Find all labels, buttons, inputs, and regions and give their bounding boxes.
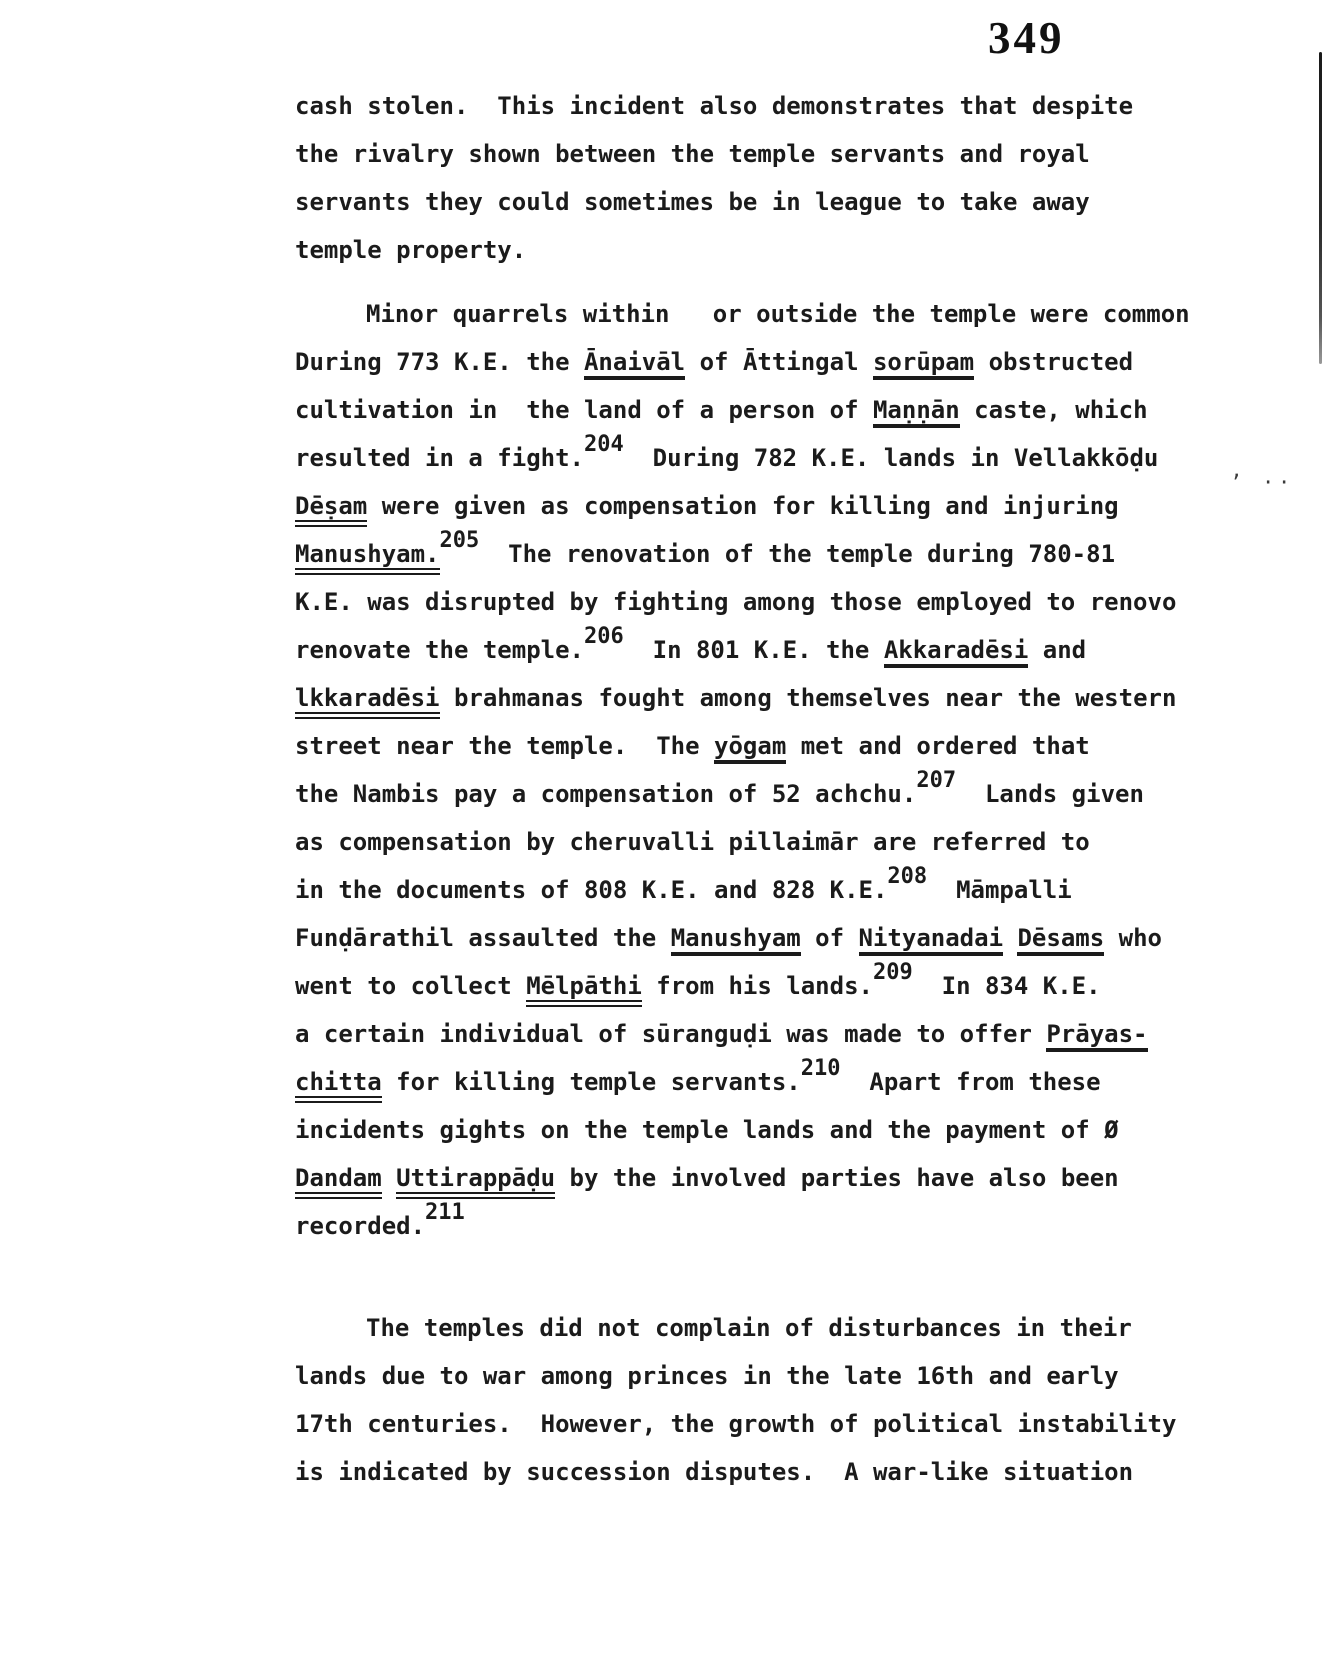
text-run: lands due to war among princes in the late 16th and early — [295, 1362, 1119, 1390]
text-run: The temples did not complain of disturbances in their — [366, 1314, 1132, 1342]
text-run: servants they could sometimes be in league to take away — [295, 188, 1090, 216]
text-run: During 782 K.E. lands in Vellakkōḍu — [623, 444, 1159, 472]
text-line — [295, 962, 1215, 1010]
text-line — [295, 626, 1215, 674]
underlined-term: Mēlpāthi — [526, 972, 642, 1007]
text-run: During 773 K.E. the — [295, 348, 584, 376]
text-line — [295, 1352, 1215, 1400]
footnote-ref: 211 — [425, 1200, 465, 1225]
underlined-term: Akkaradēsi — [884, 636, 1029, 668]
text-run: is indicated by succession disputes. A war-like situation — [295, 1458, 1134, 1486]
text-line — [295, 1202, 1215, 1250]
text-run: a certain individual of sūranguḍi was made to offer — [295, 1020, 1047, 1048]
text-run: K.E. was disrupted by fighting among those employed to renovo — [295, 588, 1177, 616]
underlined-term: Uttirappāḍu — [396, 1164, 555, 1199]
text-run: who — [1104, 924, 1162, 952]
scan-artifact-marks: ʼ ·· — [1230, 470, 1295, 494]
text-run — [382, 1164, 396, 1192]
underlined-term: Manushyam. — [295, 540, 440, 575]
text-line — [295, 818, 1215, 866]
underlined-term: Maṇṇān — [873, 396, 960, 428]
text-run: recorded. — [295, 1212, 426, 1240]
underlined-term: lkkaradēsi — [295, 684, 440, 719]
text-run: of Āttingal — [685, 348, 873, 376]
text-run: by the involved parties have also been — [555, 1164, 1119, 1192]
underlined-term: Dēṣam — [295, 492, 367, 527]
text-run: Lands given — [956, 780, 1144, 808]
text-run: street near the temple. The — [295, 732, 715, 760]
text-line — [295, 386, 1215, 434]
text-line — [295, 82, 1215, 130]
text-run: were given as compensation for killing and injuring — [367, 492, 1119, 520]
footnote-ref: 209 — [872, 960, 913, 985]
text-run: as compensation by cheruvalli pillaimār are referred to — [295, 828, 1090, 856]
text-run: in the documents of 808 K.E. and 828 K.E. — [295, 876, 888, 904]
text-run: brahmanas fought among themselves near the western — [439, 684, 1177, 712]
underlined-term: Ānaivāl — [584, 348, 685, 380]
text-run: Apart from these — [840, 1068, 1101, 1096]
text-line — [295, 434, 1215, 482]
text-run: went to collect — [295, 972, 527, 1000]
text-line — [295, 914, 1215, 962]
text-line — [295, 530, 1215, 578]
text-run: for killing temple servants. — [381, 1068, 801, 1096]
underlined-term: chitta — [295, 1068, 382, 1103]
text-line — [295, 1304, 1215, 1352]
footnote-ref: 210 — [800, 1056, 841, 1081]
text-line — [295, 770, 1215, 818]
underlined-term: Dandam — [295, 1164, 382, 1199]
text-line — [295, 482, 1215, 530]
text-line — [295, 1010, 1215, 1058]
text-run: Māmpalli — [927, 876, 1072, 904]
text-run: In 801 K.E. the — [623, 636, 884, 664]
text-line — [295, 674, 1215, 722]
underlined-term: Dēsams — [1017, 924, 1104, 956]
text-line — [295, 290, 1215, 338]
text-run: renovate the temple. — [295, 636, 584, 664]
scan-artifact-line — [1319, 52, 1322, 364]
footnote-ref: 205 — [439, 528, 480, 553]
paragraph — [295, 82, 1215, 274]
text-line — [295, 178, 1215, 226]
text-line — [295, 226, 1215, 274]
underlined-term: sorūpam — [873, 348, 974, 380]
footnote-ref: 207 — [916, 768, 957, 793]
text-line — [295, 866, 1215, 914]
text-run: cultivation in the land of a person of — [295, 396, 873, 424]
underlined-term: Manushyam — [671, 924, 801, 956]
text-line — [295, 1154, 1215, 1202]
text-line — [295, 1400, 1215, 1448]
footnote-ref: 206 — [583, 624, 624, 649]
text-run: Minor quarrels within or outside the temple were common — [366, 300, 1190, 328]
text-run — [1003, 924, 1017, 952]
paragraph — [295, 1304, 1215, 1496]
page-body — [295, 82, 1215, 1496]
footnote-ref: 204 — [583, 432, 624, 457]
text-run: 17th centuries. However, the growth of political instability — [295, 1410, 1177, 1438]
underlined-term: yōgam — [714, 732, 786, 764]
underlined-term: Prāyas- — [1046, 1020, 1147, 1052]
footnote-ref: 208 — [887, 864, 928, 889]
text-line — [295, 1106, 1215, 1154]
text-run: caste, which — [959, 396, 1148, 424]
text-run: resulted in a fight. — [295, 444, 584, 472]
text-run: met and ordered that — [786, 732, 1090, 760]
text-line — [295, 130, 1215, 178]
text-line — [295, 1448, 1215, 1496]
text-run: temple property. — [295, 236, 527, 264]
text-run: obstructed — [974, 348, 1134, 376]
text-line — [295, 1058, 1215, 1106]
text-run: In 834 K.E. — [912, 972, 1101, 1000]
text-line — [295, 338, 1215, 386]
paragraph — [295, 290, 1215, 1250]
text-line — [295, 722, 1215, 770]
text-run: incidents gights on the temple lands and the payment of Ø — [295, 1116, 1119, 1144]
text-run: of — [800, 924, 859, 952]
text-line — [295, 578, 1215, 626]
text-run: The renovation of the temple during 780-81 — [479, 540, 1116, 568]
text-run: cash stolen. This incident also demonstrates that despite — [295, 92, 1134, 120]
text-run: the rivalry shown between the temple servants and royal — [295, 140, 1090, 168]
underlined-term: Nityanadai — [859, 924, 1004, 956]
page-number: 349 — [988, 13, 1065, 63]
text-run: from his lands. — [641, 972, 873, 1000]
text-run: the Nambis pay a compensation of 52 achchu. — [295, 780, 917, 808]
text-run: Funḍārathil assaulted the — [295, 924, 671, 952]
text-run: and — [1028, 636, 1087, 664]
